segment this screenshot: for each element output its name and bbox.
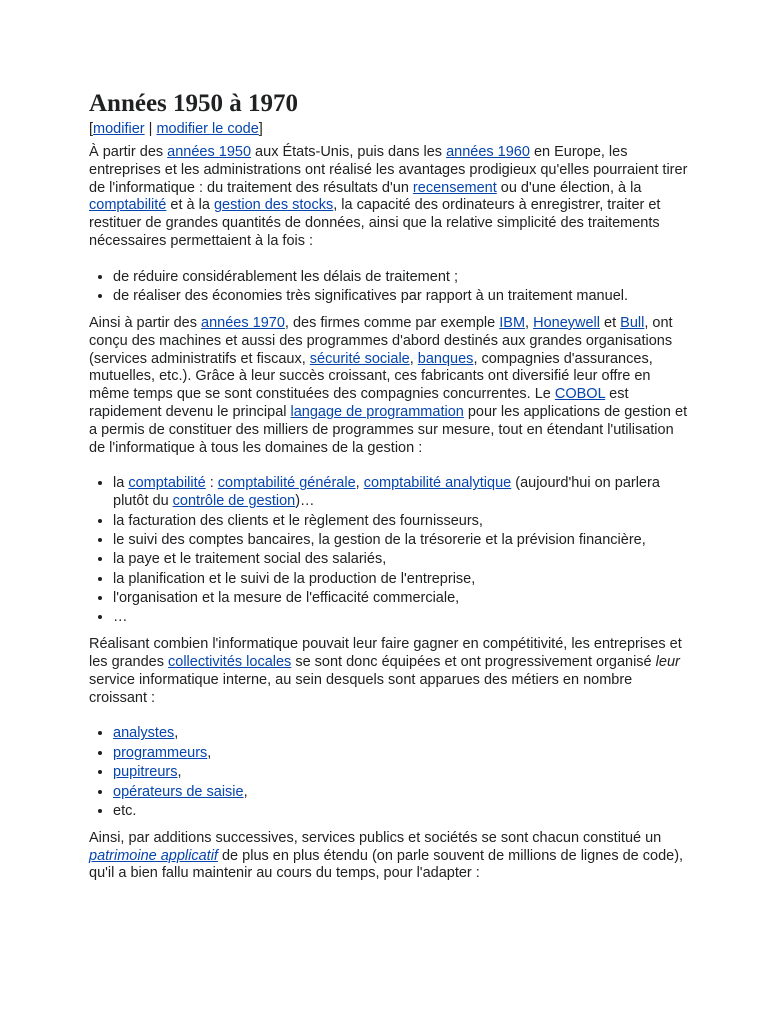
- link-controle-de-gestion[interactable]: contrôle de gestion: [172, 493, 296, 510]
- link-annees-1970[interactable]: années 1970: [201, 314, 285, 331]
- list-item: • pupitreurs,: [113, 764, 689, 782]
- list-item: • l'organisation et la mesure de l'efficacité commerciale,: [113, 590, 689, 608]
- list-item: • opérateurs de saisie,: [113, 784, 689, 802]
- link-pupitreurs[interactable]: pupitreurs: [113, 764, 178, 781]
- link-securite-sociale[interactable]: sécurité sociale: [309, 350, 410, 367]
- emphasis: leur: [655, 654, 680, 671]
- list-item: • …: [113, 609, 689, 627]
- link-ibm[interactable]: IBM: [499, 314, 526, 331]
- list-item: • le suivi des comptes bancaires, la gestion de la trésorerie et la prévision financière,: [113, 532, 689, 550]
- separator: |: [144, 121, 157, 137]
- link-comptabilite-2[interactable]: comptabilité: [128, 475, 206, 492]
- link-programmeurs[interactable]: programmeurs: [113, 744, 208, 761]
- paragraph-1: À partir des années 1950 aux États-Unis, puis dans les années 1960 en Europe, les entreprises et les administrations ont réalisé les avantages prodigieux qu'elles pourraient tirer de l'informatique : du traitement des résultats d'un recensement ou d'une élection, à la comptabilité et à la gestion des stocks, la capacité des ordinateurs à enregistrer, traiter et restituer de grandes quantités de données, ainsi que la relative simplicité des traitements nécessaires permettaient à la fois :: [89, 144, 688, 249]
- link-operateurs-de-saisie[interactable]: opérateurs de saisie: [113, 783, 244, 800]
- list-item: • de réaliser des économies très significatives par rapport à un traitement manuel.: [113, 288, 689, 306]
- list-item: • la paye et le traitement social des salariés,: [113, 551, 689, 569]
- paragraph-4: Ainsi, par additions successives, services publics et sociétés se sont chacun constitué un patrimoine applicatif de plus en plus étendu (on parle souvent de millions de lignes de code), qu'il a bien fallu maintenir au cours du temps, pour l'adapter :: [89, 829, 684, 882]
- link-annees-1950[interactable]: années 1950: [167, 144, 252, 160]
- edit-source-link[interactable]: modifier le code: [156, 121, 259, 137]
- list-item: • programmeurs,: [113, 745, 689, 763]
- list-item: • analystes,: [113, 725, 689, 743]
- list-item: • la facturation des clients et le règlement des fournisseurs,: [113, 513, 689, 531]
- list-jobs: [89, 725, 689, 820]
- list-advantages: [89, 269, 689, 306]
- list-management-domains: [89, 475, 689, 627]
- list-item: • etc.: [113, 803, 689, 821]
- link-annees-1960[interactable]: années 1960: [446, 144, 530, 160]
- list-item: • la planification et le suivi de la production de l'entreprise,: [113, 571, 689, 589]
- link-gestion-des-stocks[interactable]: gestion des stocks: [213, 197, 334, 214]
- link-cobol[interactable]: COBOL: [554, 386, 606, 403]
- article-section: [89, 88, 689, 892]
- link-recensement[interactable]: recensement: [412, 179, 497, 196]
- link-comptabilite-generale[interactable]: comptabilité générale: [217, 475, 356, 492]
- link-bull[interactable]: Bull: [620, 314, 645, 331]
- link-comptabilite[interactable]: comptabilité: [89, 197, 167, 214]
- link-analystes[interactable]: analystes: [113, 725, 175, 742]
- list-item: • de réduire considérablement les délais de traitement ;: [113, 269, 689, 287]
- section-heading: Années 1950 à 1970: [89, 90, 299, 117]
- edit-link[interactable]: modifier: [93, 121, 145, 137]
- paragraph-3: Réalisant combien l'informatique pouvait leur faire gagner en compétitivité, les entreprises et les grandes collectivités locales se sont donc équipées et ont progressivement organisé leur service informatique interne, au sein desquels sont apparues des métiers en nombre croissant :: [89, 636, 682, 706]
- link-banques[interactable]: banques: [417, 350, 474, 367]
- bracket-close: ]: [258, 121, 263, 137]
- link-langage-de-programmation[interactable]: langage de programmation: [290, 403, 464, 420]
- bracket-open: [: [89, 121, 94, 137]
- link-honeywell[interactable]: Honeywell: [533, 314, 600, 331]
- link-patrimoine-applicatif[interactable]: patrimoine applicatif: [89, 847, 218, 864]
- edit-links: [89, 120, 689, 138]
- list-item: • la comptabilité : comptabilité générale, comptabilité analytique (aujourd'hui on parlera plutôt du contrôle de gestion)…: [113, 475, 689, 511]
- link-collectivites-locales[interactable]: collectivités locales: [168, 654, 292, 671]
- paragraph-2: Ainsi à partir des années 1970, des firmes comme par exemple IBM, Honeywell et Bull, ont conçu des machines et aussi des programmes d'abord destinés aux grandes organisations (services administratifs et fiscaux, sécurité sociale, banques, compagnies d'assurances, mutuelles, etc.). Grâce à leur succès croissant, ces fabricants ont diversifié leur offre en même temps que se sont constituées des compagnies concurrentes. Le COBOL est rapidement devenu le principal langage de programmation pour les applications de gestion et a permis de constituer des milliers de programmes sur mesure, tout en étendant l'utilisation de l'informatique à tous les domaines de la gestion :: [89, 314, 688, 456]
- link-comptabilite-analytique[interactable]: comptabilité analytique: [363, 475, 512, 492]
